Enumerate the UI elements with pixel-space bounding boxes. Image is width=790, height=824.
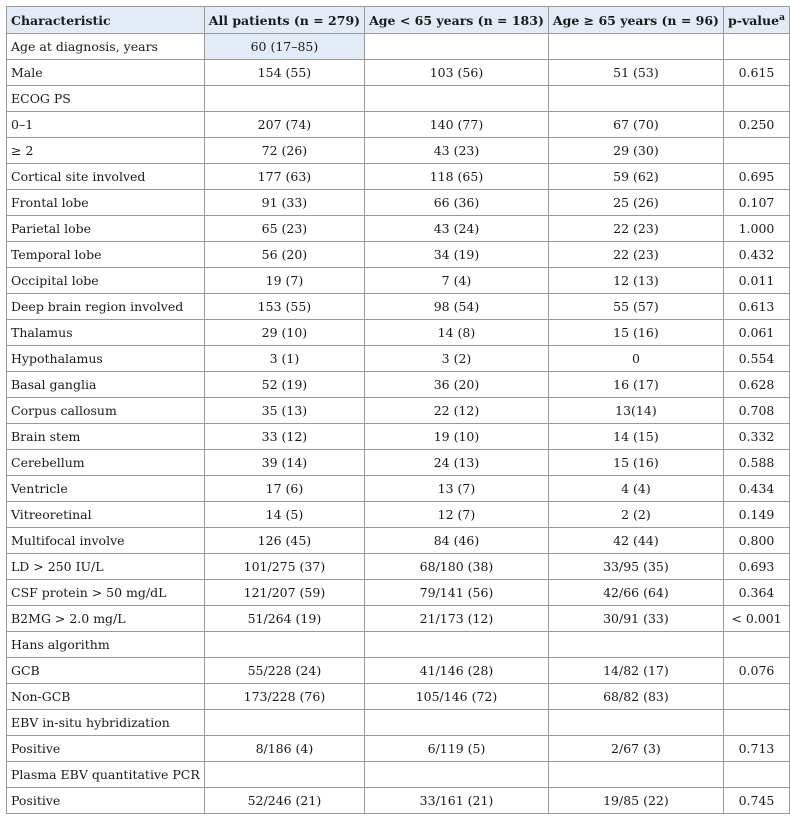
table-row	[7, 268, 790, 294]
cell-age-65-plus: 16 (17)	[548, 372, 723, 398]
cell-age-65-plus: 22 (23)	[548, 242, 723, 268]
table-row	[7, 632, 790, 658]
table-container	[6, 6, 790, 814]
table-row	[7, 684, 790, 710]
table-row	[7, 138, 790, 164]
cell-p-value: 0.250	[723, 112, 789, 138]
cell-all-patients: 177 (63)	[204, 164, 364, 190]
cell-all-patients: 72 (26)	[204, 138, 364, 164]
table-row	[7, 528, 790, 554]
cell-age-65-plus: 13(14)	[548, 398, 723, 424]
cell-age-65-plus: 2 (2)	[548, 502, 723, 528]
cell-age-under-65: 79/141 (56)	[365, 580, 549, 606]
cell-age-under-65: 41/146 (28)	[365, 658, 549, 684]
cell-characteristic: Vitreoretinal	[7, 502, 205, 528]
cell-age-under-65	[365, 34, 549, 60]
cell-all-patients: 121/207 (59)	[204, 580, 364, 606]
table-row	[7, 346, 790, 372]
cell-p-value: 0.432	[723, 242, 789, 268]
cell-all-patients: 19 (7)	[204, 268, 364, 294]
cell-all-patients: 8/186 (4)	[204, 736, 364, 762]
table-row	[7, 216, 790, 242]
cell-characteristic: EBV in-situ hybridization	[7, 710, 205, 736]
cell-all-patients: 60 (17–85)	[204, 34, 364, 60]
table-row	[7, 476, 790, 502]
cell-age-65-plus	[548, 762, 723, 788]
cell-all-patients: 33 (12)	[204, 424, 364, 450]
cell-age-65-plus: 15 (16)	[548, 450, 723, 476]
cell-age-under-65: 43 (24)	[365, 216, 549, 242]
cell-age-65-plus: 55 (57)	[548, 294, 723, 320]
cell-characteristic: ≥ 2	[7, 138, 205, 164]
cell-characteristic: Occipital lobe	[7, 268, 205, 294]
table-row	[7, 164, 790, 190]
cell-characteristic: Hans algorithm	[7, 632, 205, 658]
table-header-row	[7, 7, 790, 34]
table-row	[7, 762, 790, 788]
table-row	[7, 580, 790, 606]
table-row	[7, 502, 790, 528]
cell-p-value: 0.332	[723, 424, 789, 450]
cell-age-65-plus: 29 (30)	[548, 138, 723, 164]
cell-age-under-65: 118 (65)	[365, 164, 549, 190]
cell-characteristic: GCB	[7, 658, 205, 684]
p-value-footnote-marker: a	[779, 12, 785, 23]
cell-age-under-65: 21/173 (12)	[365, 606, 549, 632]
cell-characteristic: Cortical site involved	[7, 164, 205, 190]
cell-p-value	[723, 684, 789, 710]
cell-p-value	[723, 138, 789, 164]
cell-all-patients: 3 (1)	[204, 346, 364, 372]
cell-age-65-plus: 0	[548, 346, 723, 372]
cell-p-value: 0.061	[723, 320, 789, 346]
table-row	[7, 450, 790, 476]
cell-p-value	[723, 710, 789, 736]
cell-age-under-65: 98 (54)	[365, 294, 549, 320]
cell-all-patients: 52 (19)	[204, 372, 364, 398]
cell-age-65-plus	[548, 710, 723, 736]
cell-age-under-65: 43 (23)	[365, 138, 549, 164]
cell-p-value: 0.708	[723, 398, 789, 424]
cell-age-65-plus: 42 (44)	[548, 528, 723, 554]
cell-all-patients	[204, 762, 364, 788]
table-row	[7, 372, 790, 398]
table-row	[7, 606, 790, 632]
cell-age-under-65: 14 (8)	[365, 320, 549, 346]
table-row	[7, 658, 790, 684]
cell-p-value: 0.149	[723, 502, 789, 528]
cell-age-65-plus: 42/66 (64)	[548, 580, 723, 606]
header-characteristic: Characteristic	[7, 7, 205, 34]
cell-p-value	[723, 762, 789, 788]
table-row	[7, 736, 790, 762]
table-row	[7, 86, 790, 112]
cell-age-65-plus	[548, 86, 723, 112]
cell-characteristic: Plasma EBV quantitative PCR	[7, 762, 205, 788]
cell-age-65-plus: 15 (16)	[548, 320, 723, 346]
cell-age-65-plus: 51 (53)	[548, 60, 723, 86]
cell-age-under-65: 19 (10)	[365, 424, 549, 450]
cell-all-patients: 35 (13)	[204, 398, 364, 424]
cell-age-65-plus: 19/85 (22)	[548, 788, 723, 814]
cell-characteristic: Basal ganglia	[7, 372, 205, 398]
cell-characteristic: Frontal lobe	[7, 190, 205, 216]
cell-all-patients: 91 (33)	[204, 190, 364, 216]
cell-p-value: < 0.001	[723, 606, 789, 632]
characteristics-table	[6, 6, 790, 814]
cell-age-65-plus: 68/82 (83)	[548, 684, 723, 710]
cell-characteristic: Multifocal involve	[7, 528, 205, 554]
cell-age-under-65: 13 (7)	[365, 476, 549, 502]
cell-p-value: 0.693	[723, 554, 789, 580]
cell-characteristic: Corpus callosum	[7, 398, 205, 424]
cell-age-under-65: 36 (20)	[365, 372, 549, 398]
cell-characteristic: 0–1	[7, 112, 205, 138]
table-row	[7, 320, 790, 346]
cell-characteristic: Thalamus	[7, 320, 205, 346]
cell-age-65-plus	[548, 34, 723, 60]
cell-characteristic: Temporal lobe	[7, 242, 205, 268]
table-row	[7, 60, 790, 86]
cell-age-65-plus: 30/91 (33)	[548, 606, 723, 632]
cell-all-patients: 173/228 (76)	[204, 684, 364, 710]
cell-age-under-65	[365, 710, 549, 736]
cell-p-value: 0.745	[723, 788, 789, 814]
cell-all-patients: 51/264 (19)	[204, 606, 364, 632]
cell-all-patients	[204, 86, 364, 112]
cell-age-65-plus: 25 (26)	[548, 190, 723, 216]
cell-p-value	[723, 34, 789, 60]
table-row	[7, 710, 790, 736]
cell-p-value: 0.554	[723, 346, 789, 372]
table-row	[7, 34, 790, 60]
cell-characteristic: Age at diagnosis, years	[7, 34, 205, 60]
cell-all-patients: 52/246 (21)	[204, 788, 364, 814]
cell-age-65-plus: 33/95 (35)	[548, 554, 723, 580]
cell-all-patients: 14 (5)	[204, 502, 364, 528]
cell-all-patients: 126 (45)	[204, 528, 364, 554]
cell-p-value: 0.628	[723, 372, 789, 398]
cell-characteristic: LD > 250 IU/L	[7, 554, 205, 580]
cell-characteristic: ECOG PS	[7, 86, 205, 112]
cell-age-65-plus	[548, 632, 723, 658]
cell-characteristic: Hypothalamus	[7, 346, 205, 372]
cell-age-under-65: 84 (46)	[365, 528, 549, 554]
cell-p-value: 1.000	[723, 216, 789, 242]
cell-age-65-plus: 14 (15)	[548, 424, 723, 450]
table-row	[7, 112, 790, 138]
table-row	[7, 190, 790, 216]
cell-age-65-plus: 59 (62)	[548, 164, 723, 190]
cell-p-value	[723, 86, 789, 112]
cell-p-value: 0.695	[723, 164, 789, 190]
cell-age-under-65: 33/161 (21)	[365, 788, 549, 814]
cell-p-value: 0.713	[723, 736, 789, 762]
cell-all-patients	[204, 710, 364, 736]
cell-age-under-65: 3 (2)	[365, 346, 549, 372]
cell-characteristic: B2MG > 2.0 mg/L	[7, 606, 205, 632]
cell-characteristic: Non-GCB	[7, 684, 205, 710]
cell-age-65-plus: 14/82 (17)	[548, 658, 723, 684]
cell-age-under-65	[365, 632, 549, 658]
cell-age-under-65: 68/180 (38)	[365, 554, 549, 580]
table-row	[7, 788, 790, 814]
table-row	[7, 242, 790, 268]
cell-characteristic: CSF protein > 50 mg/dL	[7, 580, 205, 606]
header-age-65-plus: Age ≥ 65 years (n = 96)	[548, 7, 723, 34]
cell-p-value: 0.107	[723, 190, 789, 216]
cell-all-patients: 154 (55)	[204, 60, 364, 86]
cell-characteristic: Male	[7, 60, 205, 86]
cell-p-value: 0.800	[723, 528, 789, 554]
cell-age-65-plus: 4 (4)	[548, 476, 723, 502]
cell-age-under-65	[365, 762, 549, 788]
cell-characteristic: Brain stem	[7, 424, 205, 450]
cell-p-value: 0.011	[723, 268, 789, 294]
p-value-label: p-value	[728, 12, 780, 28]
cell-age-under-65: 6/119 (5)	[365, 736, 549, 762]
cell-p-value: 0.076	[723, 658, 789, 684]
table-body	[7, 34, 790, 814]
cell-age-under-65	[365, 86, 549, 112]
header-age-under-65: Age < 65 years (n = 183)	[365, 7, 549, 34]
cell-p-value	[723, 632, 789, 658]
cell-characteristic: Deep brain region involved	[7, 294, 205, 320]
cell-characteristic: Parietal lobe	[7, 216, 205, 242]
cell-age-under-65: 24 (13)	[365, 450, 549, 476]
cell-p-value: 0.615	[723, 60, 789, 86]
cell-p-value: 0.613	[723, 294, 789, 320]
cell-age-65-plus: 67 (70)	[548, 112, 723, 138]
cell-all-patients: 29 (10)	[204, 320, 364, 346]
cell-all-patients: 56 (20)	[204, 242, 364, 268]
cell-age-under-65: 140 (77)	[365, 112, 549, 138]
cell-all-patients: 17 (6)	[204, 476, 364, 502]
cell-characteristic: Positive	[7, 736, 205, 762]
table-row	[7, 554, 790, 580]
cell-p-value: 0.588	[723, 450, 789, 476]
cell-all-patients: 101/275 (37)	[204, 554, 364, 580]
table-row	[7, 424, 790, 450]
header-p-value	[723, 7, 789, 34]
cell-all-patients: 65 (23)	[204, 216, 364, 242]
cell-all-patients: 207 (74)	[204, 112, 364, 138]
cell-p-value: 0.364	[723, 580, 789, 606]
cell-age-under-65: 105/146 (72)	[365, 684, 549, 710]
cell-age-65-plus: 22 (23)	[548, 216, 723, 242]
cell-age-65-plus: 12 (13)	[548, 268, 723, 294]
cell-age-under-65: 66 (36)	[365, 190, 549, 216]
cell-age-under-65: 22 (12)	[365, 398, 549, 424]
cell-all-patients: 153 (55)	[204, 294, 364, 320]
cell-characteristic: Positive	[7, 788, 205, 814]
table-row	[7, 294, 790, 320]
cell-p-value: 0.434	[723, 476, 789, 502]
cell-age-under-65: 103 (56)	[365, 60, 549, 86]
header-all-patients: All patients (n = 279)	[204, 7, 364, 34]
cell-characteristic: Cerebellum	[7, 450, 205, 476]
cell-characteristic: Ventricle	[7, 476, 205, 502]
cell-all-patients: 39 (14)	[204, 450, 364, 476]
cell-age-65-plus: 2/67 (3)	[548, 736, 723, 762]
cell-all-patients: 55/228 (24)	[204, 658, 364, 684]
table-row	[7, 398, 790, 424]
cell-age-under-65: 12 (7)	[365, 502, 549, 528]
cell-all-patients	[204, 632, 364, 658]
cell-age-under-65: 34 (19)	[365, 242, 549, 268]
cell-age-under-65: 7 (4)	[365, 268, 549, 294]
